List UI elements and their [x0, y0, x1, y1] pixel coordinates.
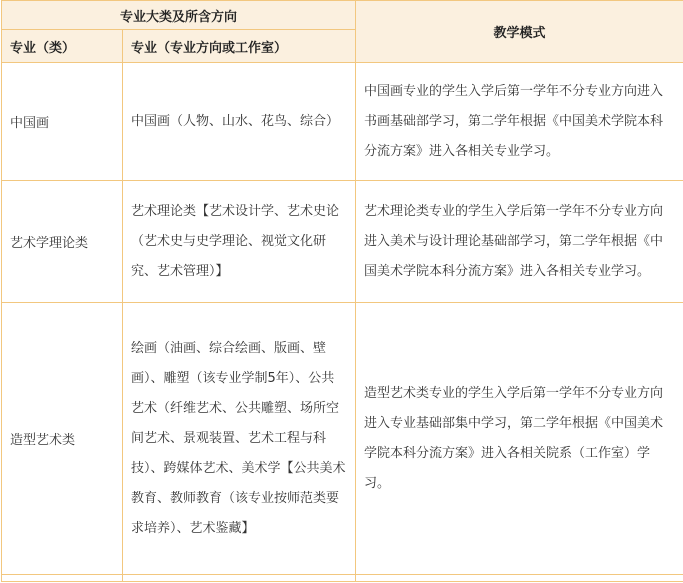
header-major: 专业（类） — [2, 30, 123, 63]
header-group: 专业大类及所含方向 — [2, 1, 356, 30]
major-cell: 造型艺术类 — [2, 303, 123, 575]
teaching-mode-cell: 中国画专业的学生入学后第一学年不分专业方向进入书画基础部学习，第二学年根据《中国美术学院本科分流方案》进入各相关专业学习。 — [356, 63, 683, 181]
major-cell: 艺术学理论类 — [2, 181, 123, 303]
direction-cell: 艺术理论类【艺术设计学、艺术史论（艺术史与史学理论、视觉文化研究、艺术管理）】 — [123, 181, 356, 303]
direction-cell: 中国画（人物、山水、花鸟、综合） — [123, 63, 356, 181]
table-row — [2, 303, 683, 575]
teaching-mode-cell: 造型艺术类专业的学生入学后第一学年不分专业方向进入专业基础部集中学习，第二学年根据《中国美术学院本科分流方案》进入各相关院系（工作室）学习。 — [356, 303, 683, 575]
header-teaching-mode: 教学模式 — [356, 1, 683, 63]
table-row — [2, 63, 683, 181]
table-row-partial — [2, 575, 683, 582]
table-row — [2, 181, 683, 303]
header-direction: 专业（专业方向或工作室） — [123, 30, 356, 63]
teaching-mode-cell: 艺术理论类专业的学生入学后第一学年不分专业方向进入美术与设计理论基础部学习，第二学年根据《中国美术学院本科分流方案》进入各相关专业学习。 — [356, 181, 683, 303]
major-cell: 中国画 — [2, 63, 123, 181]
majors-table — [1, 0, 683, 582]
direction-cell: 绘画（油画、综合绘画、版画、壁画）、雕塑（该专业学制5年）、公共艺术（纤维艺术、公共雕塑、场所空间艺术、景观装置、艺术工程与科技）、跨媒体艺术、美术学【公共美术教育、教师教育（该专业按师范类要求培养）、艺术鉴藏】 — [123, 303, 356, 575]
